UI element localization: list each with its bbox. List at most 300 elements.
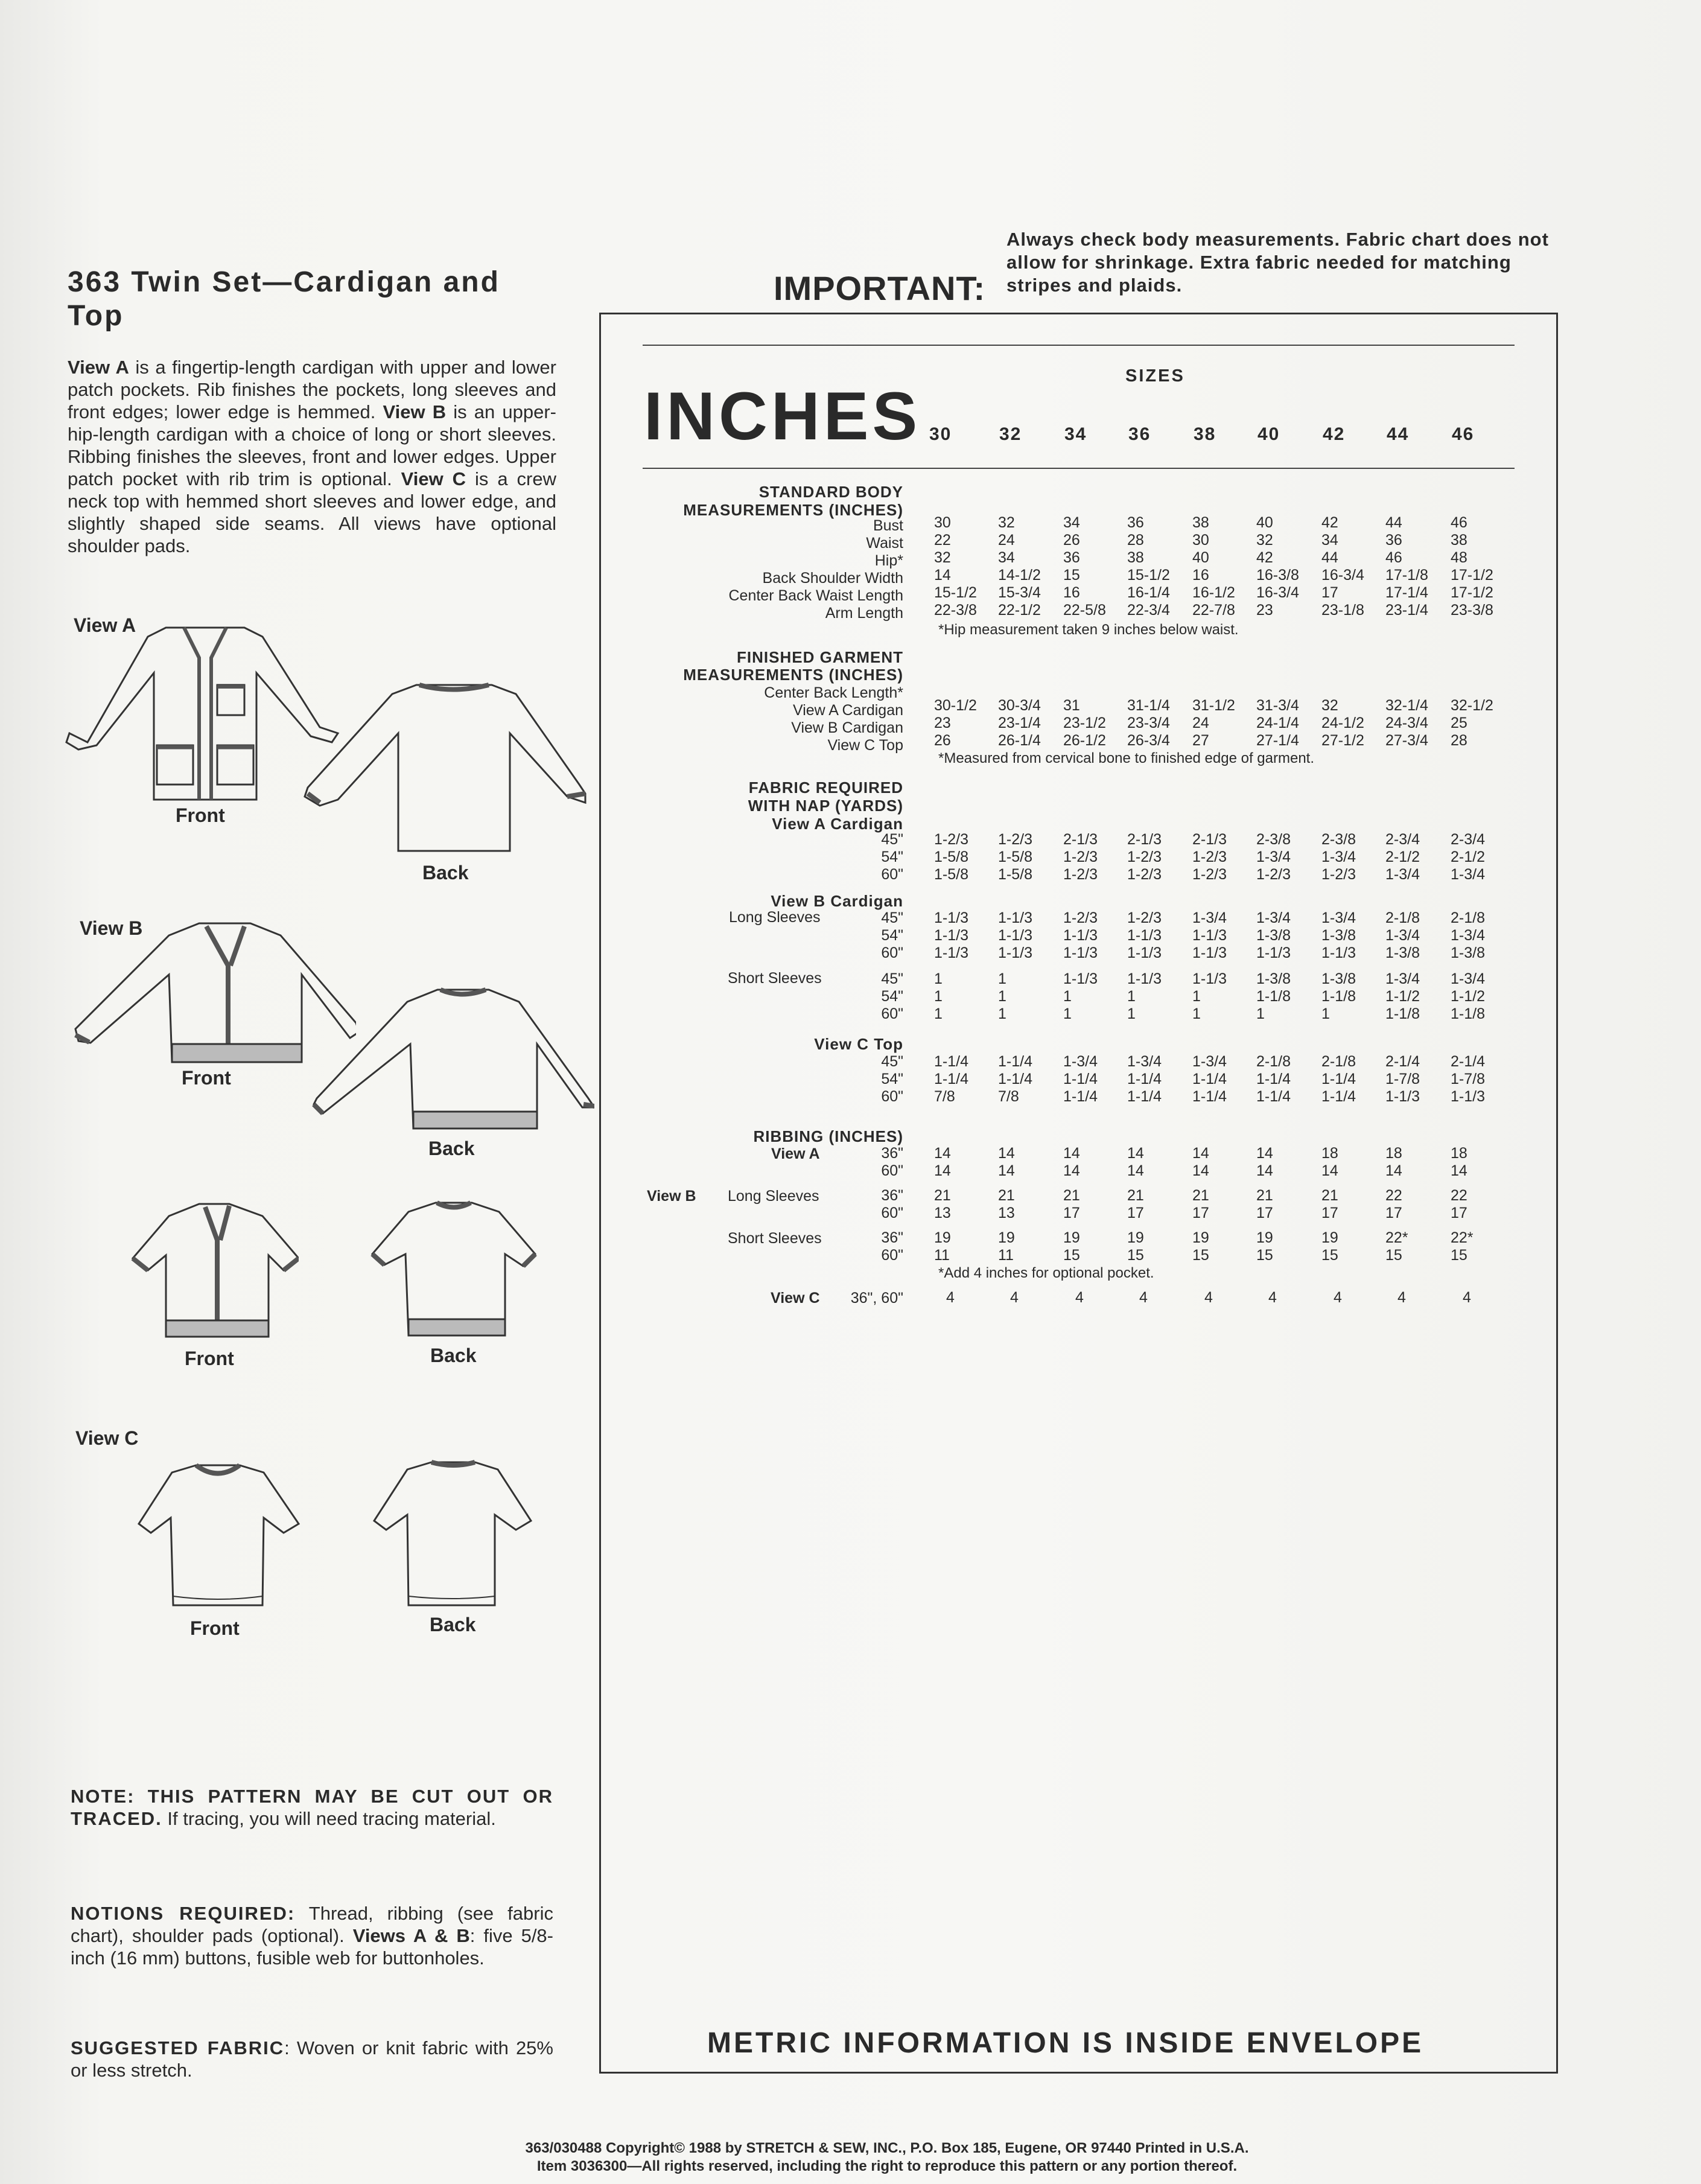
fabric-b-short-width: 45" xyxy=(881,970,903,987)
body-row-cell: 30 xyxy=(1192,532,1209,549)
rib-c-cell: 4 xyxy=(1139,1289,1148,1306)
fabric-b-long-cell: 1-1/3 xyxy=(1127,944,1162,961)
notions-text2: : five 5/8-inch (16 mm) buttons, fusible web for buttonholes. xyxy=(71,1925,553,1969)
fabric-c-cell: 2-1/4 xyxy=(1385,1053,1420,1070)
size-header-32: 32 xyxy=(999,424,1022,444)
body-row-cell: 34 xyxy=(1063,514,1080,531)
fabric-c-cell: 1-1/4 xyxy=(934,1053,968,1070)
fabric-b-short-cell: 1-1/2 xyxy=(1451,988,1485,1005)
rib-b-long-cell: 21 xyxy=(1321,1187,1338,1204)
view-b-short-front-label: Front xyxy=(185,1348,234,1369)
rib-a-cell: 14 xyxy=(1385,1162,1402,1179)
sizes-label: SIZES xyxy=(1125,366,1185,386)
finished-row-cell: 31-1/4 xyxy=(1127,697,1170,714)
fabric-b-long-cell: 2-1/8 xyxy=(1451,909,1485,926)
finished-row-cell: 23-1/4 xyxy=(998,715,1041,731)
fabric-b-long-cell: 1-1/3 xyxy=(934,909,968,926)
fabric-b-long-cell: 1-3/8 xyxy=(1256,927,1291,944)
notions-views: Views A & B xyxy=(352,1925,470,1946)
fabric-c-cell: 1-1/4 xyxy=(1256,1071,1291,1087)
rib-b-long-cell: 21 xyxy=(1063,1187,1080,1204)
note-label: NOTE: xyxy=(71,1786,135,1807)
fabric-b-short-cell: 1 xyxy=(1063,1005,1072,1022)
size-header-42: 42 xyxy=(1323,424,1346,444)
fabric-b-long-cell: 1-1/3 xyxy=(934,927,968,944)
rib-b-long-cell: 21 xyxy=(998,1187,1015,1204)
rib-b-long-cell: 17 xyxy=(1192,1205,1209,1221)
fabric-c-cell: 1-7/8 xyxy=(1451,1071,1485,1087)
fabric-a-cell: 2-3/8 xyxy=(1321,831,1356,848)
fabric-a-cell: 1-2/3 xyxy=(1063,848,1098,865)
finished-row-cell: 31-1/2 xyxy=(1192,697,1235,714)
body-row-cell: 38 xyxy=(1451,532,1467,549)
suggested-fabric xyxy=(71,2037,553,2081)
rib-b-short-cell: 11 xyxy=(998,1247,1014,1264)
size-header-44: 44 xyxy=(1387,424,1410,444)
fabric-b-short-width: 60" xyxy=(881,1005,903,1022)
cervical-footnote: *Measured from cervical bone to finished edge of garment. xyxy=(938,750,1315,766)
fabric-b-long-cell: 1-2/3 xyxy=(1127,909,1162,926)
fabric-a-cell: 1-2/3 xyxy=(1256,866,1291,883)
fabric-view-a-label: View A Cardigan xyxy=(772,815,903,833)
fabric-b-long-label: Long Sleeves xyxy=(729,909,821,926)
fabric-b-long-cell: 1-1/3 xyxy=(1063,944,1098,961)
finished-row-cell: 27-3/4 xyxy=(1385,732,1428,749)
body-row-cell: 42 xyxy=(1321,514,1338,531)
rib-b-long-cell: 22 xyxy=(1385,1187,1402,1204)
body-row-cell: 23 xyxy=(1256,602,1273,619)
important-text: Always check body measurements. Fabric chart does not allow for shrinkage. Extra fabric needed for matching stripes and plaids. xyxy=(1006,229,1549,296)
body-row-cell: 14 xyxy=(934,567,951,584)
fabric-a-cell: 1-3/4 xyxy=(1321,848,1356,865)
rib-view-a-label: View A xyxy=(771,1145,820,1162)
fabric-b-long-cell: 1-3/4 xyxy=(1192,909,1227,926)
rib-c-cell: 4 xyxy=(1397,1289,1406,1306)
rib-b-short-cell: 22* xyxy=(1385,1229,1408,1246)
finished-row-label: View A Cardigan xyxy=(793,702,903,719)
fabric-a-width: 60" xyxy=(881,866,903,883)
size-header-30: 30 xyxy=(929,424,952,444)
fabric-c-width: 54" xyxy=(881,1071,903,1087)
view-c-front-label: Front xyxy=(190,1617,240,1639)
finished-row-cell: 25 xyxy=(1451,715,1467,731)
body-row-cell: 16-3/4 xyxy=(1321,567,1364,584)
rib-b-short-cell: 19 xyxy=(1256,1229,1273,1246)
notions-text: Thread, ribbing (see fabric chart), shoulder pads (optional). xyxy=(71,1903,553,1946)
rib-view-b-label: View B xyxy=(647,1188,696,1205)
fabric-c-cell: 1-1/3 xyxy=(1385,1088,1420,1105)
rib-b-short-cell: 15 xyxy=(1451,1247,1467,1264)
fabric-c-cell: 1-3/4 xyxy=(1063,1053,1098,1070)
fabric-b-short-cell: 1 xyxy=(1192,988,1201,1005)
body-row-cell: 44 xyxy=(1385,514,1402,531)
standard-body-title-1: STANDARD BODY xyxy=(758,483,903,501)
body-row-cell: 16 xyxy=(1192,567,1209,584)
fabric-b-long-width: 45" xyxy=(881,909,903,926)
rib-a-cell: 14 xyxy=(1063,1145,1080,1162)
body-row-cell: 16 xyxy=(1063,584,1080,601)
body-row-cell: 24 xyxy=(998,532,1015,549)
body-row-label: Hip* xyxy=(874,552,903,569)
body-row-cell: 42 xyxy=(1256,549,1273,566)
fabric-b-short-cell: 1 xyxy=(1192,1005,1201,1022)
fabric-a-cell: 1-2/3 xyxy=(998,831,1032,848)
rib-a-cell: 18 xyxy=(1451,1145,1467,1162)
finished-row-cell: 31 xyxy=(1063,697,1080,714)
fabric-c-cell: 1-1/4 xyxy=(1127,1088,1162,1105)
rib-c-cell: 4 xyxy=(1075,1289,1084,1306)
body-row-label: Arm Length xyxy=(825,605,903,622)
body-row-cell: 30 xyxy=(934,514,951,531)
rib-a-cell: 14 xyxy=(1192,1145,1209,1162)
fabric-a-cell: 1-2/3 xyxy=(1063,866,1098,883)
note-bold: THIS PATTERN MAY BE CUT OUT OR TRACED. xyxy=(71,1786,553,1829)
fabric-b-short-cell: 1-1/3 xyxy=(1127,970,1162,987)
body-row-cell: 28 xyxy=(1127,532,1144,549)
fabric-b-long-cell: 1-1/3 xyxy=(998,944,1032,961)
rib-b-short-cell: 15 xyxy=(1192,1247,1209,1264)
rib-b-short-cell: 19 xyxy=(1321,1229,1338,1246)
rib-b-long-cell: 17 xyxy=(1063,1205,1080,1221)
finished-row-cell: 24-1/2 xyxy=(1321,715,1364,731)
rib-b-short-cell: 15 xyxy=(1063,1247,1080,1264)
desc-view-c-label: View C xyxy=(401,468,466,489)
fabric-b-short-cell: 1-3/8 xyxy=(1256,970,1291,987)
fabric-b-short-cell: 1 xyxy=(934,1005,943,1022)
rib-view-c-label: View C xyxy=(771,1290,820,1307)
fabric-view-b-label: View B Cardigan xyxy=(771,892,903,910)
fabric-a-cell: 2-1/2 xyxy=(1385,848,1420,865)
rib-b-short-label: Short Sleeves xyxy=(728,1230,822,1247)
rib-b-short-cell: 15 xyxy=(1127,1247,1144,1264)
rib-c-cell: 4 xyxy=(1268,1289,1277,1306)
body-row-cell: 34 xyxy=(1321,532,1338,549)
body-row-cell: 16-1/4 xyxy=(1127,584,1170,601)
body-row-cell: 22-5/8 xyxy=(1063,602,1106,619)
body-row-cell: 16-1/2 xyxy=(1192,584,1235,601)
chart-top-rule xyxy=(643,345,1515,346)
rib-b-long-cell: 17 xyxy=(1385,1205,1402,1221)
fabric-b-short-cell: 1 xyxy=(998,1005,1006,1022)
rib-b-long-cell: 17 xyxy=(1321,1205,1338,1221)
body-row-cell: 17-1/2 xyxy=(1451,567,1493,584)
body-row-cell: 34 xyxy=(998,549,1015,566)
finished-row-cell: 26-3/4 xyxy=(1127,732,1170,749)
fabric-b-short-cell: 1 xyxy=(998,988,1006,1005)
rib-a-cell: 14 xyxy=(1063,1162,1080,1179)
fabric-a-cell: 1-5/8 xyxy=(998,848,1032,865)
rib-a-cell: 14 xyxy=(1127,1145,1144,1162)
finished-row-cell: 28 xyxy=(1451,732,1467,749)
finished-row-label: View B Cardigan xyxy=(791,719,903,736)
finished-row-cell: 23-1/2 xyxy=(1063,715,1106,731)
fabric-c-cell: 1-1/4 xyxy=(1192,1088,1227,1105)
fabric-b-long-cell: 1-3/4 xyxy=(1451,927,1485,944)
fabric-c-width: 60" xyxy=(881,1088,903,1105)
body-row-cell: 16-3/8 xyxy=(1256,567,1299,584)
body-row-cell: 22-7/8 xyxy=(1192,602,1235,619)
fabric-c-cell: 1-1/4 xyxy=(934,1071,968,1087)
rib-b-long-width: 60" xyxy=(881,1205,903,1221)
rib-b-short-cell: 11 xyxy=(934,1247,950,1264)
body-row-cell: 36 xyxy=(1063,549,1080,566)
fabric-b-long-cell: 1-2/3 xyxy=(1063,909,1098,926)
view-b-short-back-label: Back xyxy=(430,1345,477,1366)
fabric-a-width: 45" xyxy=(881,831,903,848)
rib-c-cell: 4 xyxy=(946,1289,955,1306)
standard-body-title-2: MEASUREMENTS (INCHES) xyxy=(683,501,903,519)
fabric-a-cell: 1-2/3 xyxy=(1127,848,1162,865)
rib-b-short-cell: 19 xyxy=(934,1229,951,1246)
fabric-b-short-cell: 1-3/8 xyxy=(1321,970,1356,987)
fabric-c-cell: 2-1/8 xyxy=(1321,1053,1356,1070)
rib-b-long-cell: 21 xyxy=(1192,1187,1209,1204)
fabric-b-short-cell: 1-1/2 xyxy=(1385,988,1420,1005)
fabric-a-cell: 1-2/3 xyxy=(1321,866,1356,883)
fabric-b-long-cell: 1-1/3 xyxy=(998,927,1032,944)
note-cut-or-traced xyxy=(71,1785,553,1830)
rib-a-cell: 18 xyxy=(1321,1145,1338,1162)
fabric-b-long-cell: 2-1/8 xyxy=(1385,909,1420,926)
body-row-cell: 46 xyxy=(1451,514,1467,531)
view-a-front-drawing xyxy=(63,622,341,809)
fabric-b-long-cell: 1-1/3 xyxy=(1192,944,1227,961)
rib-b-long-cell: 21 xyxy=(934,1187,951,1204)
rib-c-width: 36", 60" xyxy=(850,1290,903,1307)
fabric-b-short-cell: 1 xyxy=(1063,988,1072,1005)
body-row-cell: 16-3/4 xyxy=(1256,584,1299,601)
finished-row-cell: 27-1/4 xyxy=(1256,732,1299,749)
body-row-cell: 17-1/4 xyxy=(1385,584,1428,601)
body-row-cell: 17-1/8 xyxy=(1385,567,1428,584)
fabric-c-cell: 1-1/4 xyxy=(1127,1071,1162,1087)
fabric-b-short-cell: 1 xyxy=(934,988,943,1005)
metric-info-note: METRIC INFORMATION IS INSIDE ENVELOPE xyxy=(707,2027,1424,2059)
fabric-b-long-cell: 1-3/8 xyxy=(1321,927,1356,944)
body-row-cell: 48 xyxy=(1451,549,1467,566)
body-row-cell: 22-3/8 xyxy=(934,602,977,619)
view-b-long-back-drawing xyxy=(311,987,594,1132)
fabric-b-short-cell: 1-1/3 xyxy=(1192,970,1227,987)
fabric-c-cell: 1-7/8 xyxy=(1385,1071,1420,1087)
fabric-b-short-cell: 1 xyxy=(1127,988,1136,1005)
fabric-b-short-cell: 1 xyxy=(998,970,1006,987)
size-header-36: 36 xyxy=(1128,424,1151,444)
body-row-cell: 38 xyxy=(1192,514,1209,531)
fabric-title-2: WITH NAP (YARDS) xyxy=(748,797,903,815)
rib-b-short-cell: 15 xyxy=(1256,1247,1273,1264)
fabric-b-long-cell: 1-3/8 xyxy=(1451,944,1485,961)
body-row-cell: 40 xyxy=(1256,514,1273,531)
fabric-a-cell: 1-3/4 xyxy=(1451,866,1485,883)
rib-b-short-cell: 19 xyxy=(1063,1229,1080,1246)
view-c-back-drawing xyxy=(371,1457,537,1608)
finished-row-cell: 27-1/2 xyxy=(1321,732,1364,749)
desc-view-a-label: View A xyxy=(68,357,129,378)
copyright-notice xyxy=(374,2139,1400,2176)
fabric-a-cell: 1-5/8 xyxy=(934,866,968,883)
body-row-cell: 23-3/8 xyxy=(1451,602,1493,619)
pocket-footnote: *Add 4 inches for optional pocket. xyxy=(938,1265,1154,1281)
body-row-cell: 36 xyxy=(1385,532,1402,549)
fabric-a-cell: 2-3/8 xyxy=(1256,831,1291,848)
fabric-b-long-width: 54" xyxy=(881,927,903,944)
finished-row-cell: 23-3/4 xyxy=(1127,715,1170,731)
view-b-short-front-drawing xyxy=(130,1201,299,1340)
rib-a-cell: 14 xyxy=(1451,1162,1467,1179)
rib-b-long-cell: 13 xyxy=(934,1205,951,1221)
fabric-a-cell: 2-1/3 xyxy=(1192,831,1227,848)
body-row-cell: 32 xyxy=(998,514,1015,531)
rib-c-cell: 4 xyxy=(1010,1289,1019,1306)
fabric-b-short-cell: 1-1/8 xyxy=(1451,1005,1485,1022)
fabric-a-cell: 2-1/3 xyxy=(1063,831,1098,848)
pattern-description-column xyxy=(68,266,556,557)
finished-row-cell: 27 xyxy=(1192,732,1209,749)
ribbing-title: RIBBING (INCHES) xyxy=(753,1127,903,1145)
fabric-b-long-cell: 1-3/4 xyxy=(1256,909,1291,926)
view-c-label: View C xyxy=(75,1427,139,1449)
size-header-40: 40 xyxy=(1257,424,1280,444)
view-b-short-back-drawing xyxy=(369,1200,538,1339)
fabric-b-short-cell: 1-1/8 xyxy=(1321,988,1356,1005)
desc-view-a-text: is a fingertip-length cardigan with upper and lower patch pockets. Rib finishes the pockets, long sleeves and front edges; lower edge is hemmed. xyxy=(68,357,556,422)
body-row-label: Back Shoulder Width xyxy=(762,570,903,587)
body-row-cell: 36 xyxy=(1127,514,1144,531)
fabric-c-cell: 1-3/4 xyxy=(1127,1053,1162,1070)
fabric-a-cell: 2-3/4 xyxy=(1385,831,1420,848)
fabric-b-long-cell: 1-1/3 xyxy=(998,909,1032,926)
fabric-b-short-cell: 1-3/4 xyxy=(1451,970,1485,987)
finished-row-cell: 31-3/4 xyxy=(1256,697,1299,714)
fabric-b-long-cell: 1-1/3 xyxy=(934,944,968,961)
finished-row-cell: 32 xyxy=(1321,697,1338,714)
body-row-cell: 22-1/2 xyxy=(998,602,1041,619)
inches-heading: INCHES xyxy=(644,378,921,454)
fabric-b-short-cell: 1 xyxy=(934,970,943,987)
fabric-c-cell: 7/8 xyxy=(998,1088,1019,1105)
finished-row-cell: 30-3/4 xyxy=(998,697,1041,714)
chart-header-rule xyxy=(643,468,1515,469)
rib-b-long-cell: 17 xyxy=(1256,1205,1273,1221)
fabric-b-short-cell: 1-3/4 xyxy=(1385,970,1420,987)
fabric-a-width: 54" xyxy=(881,848,903,865)
view-c-back-label: Back xyxy=(430,1614,476,1635)
fabric-a-cell: 1-3/4 xyxy=(1256,848,1291,865)
fabric-label: SUGGESTED FABRIC xyxy=(71,2037,285,2058)
rib-b-long-cell: 21 xyxy=(1127,1187,1144,1204)
body-row-cell: 40 xyxy=(1192,549,1209,566)
fabric-c-cell: 1-1/4 xyxy=(1321,1088,1356,1105)
fabric-b-short-cell: 1 xyxy=(1127,1005,1136,1022)
size-header-34: 34 xyxy=(1064,424,1087,444)
desc-view-b-label: View B xyxy=(383,401,447,422)
finished-row-cell: 32-1/2 xyxy=(1451,697,1493,714)
fabric-b-short-label: Short Sleeves xyxy=(728,970,822,987)
fabric-c-cell: 7/8 xyxy=(934,1088,955,1105)
fabric-a-cell: 2-1/2 xyxy=(1451,848,1485,865)
rib-b-long-cell: 17 xyxy=(1451,1205,1467,1221)
rib-a-cell: 14 xyxy=(934,1145,951,1162)
fabric-a-cell: 2-1/3 xyxy=(1127,831,1162,848)
fabric-a-cell: 1-2/3 xyxy=(1127,866,1162,883)
finished-row-cell: 32-1/4 xyxy=(1385,697,1428,714)
notions-required xyxy=(71,1902,553,1969)
finished-row-cell: 26 xyxy=(934,732,951,749)
fabric-b-long-width: 60" xyxy=(881,944,903,961)
finished-row-cell: 30-1/2 xyxy=(934,697,977,714)
body-row-cell: 44 xyxy=(1321,549,1338,566)
rib-b-long-cell: 21 xyxy=(1256,1187,1273,1204)
view-a-label: View A xyxy=(74,614,136,636)
fabric-b-short-cell: 1-1/8 xyxy=(1385,1005,1420,1022)
rib-a-cell: 14 xyxy=(1321,1162,1338,1179)
view-a-back-drawing xyxy=(302,676,591,857)
note-text: If tracing, you will need tracing material. xyxy=(162,1808,496,1829)
rib-a-cell: 14 xyxy=(934,1162,951,1179)
rib-b-short-cell: 19 xyxy=(1192,1229,1209,1246)
finished-title-2: MEASUREMENTS (INCHES) xyxy=(683,666,903,684)
body-row-cell: 15-1/2 xyxy=(1127,567,1170,584)
finished-sub: Center Back Length* xyxy=(764,684,903,701)
rib-a-cell: 14 xyxy=(1127,1162,1144,1179)
fabric-b-long-cell: 1-3/4 xyxy=(1321,909,1356,926)
finished-row-cell: 23 xyxy=(934,715,951,731)
body-row-cell: 15 xyxy=(1063,567,1080,584)
body-row-cell: 22 xyxy=(934,532,951,549)
rib-a-cell: 14 xyxy=(1192,1162,1209,1179)
fabric-a-cell: 2-3/4 xyxy=(1451,831,1485,848)
fabric-b-long-cell: 1-1/3 xyxy=(1256,944,1291,961)
view-b-long-front-label: Front xyxy=(182,1067,231,1089)
finished-row-cell: 24-1/4 xyxy=(1256,715,1299,731)
fabric-b-short-cell: 1 xyxy=(1256,1005,1265,1022)
view-b-label: View B xyxy=(80,917,143,939)
body-row-cell: 32 xyxy=(1256,532,1273,549)
body-row-cell: 23-1/4 xyxy=(1385,602,1428,619)
fabric-c-cell: 1-1/4 xyxy=(1063,1071,1098,1087)
fabric-text: : Woven or knit fabric with 25% or less stretch. xyxy=(71,2037,553,2081)
fabric-b-short-cell: 1-1/8 xyxy=(1256,988,1291,1005)
fabric-b-long-cell: 1-1/3 xyxy=(1127,927,1162,944)
fabric-a-cell: 1-2/3 xyxy=(1192,866,1227,883)
rib-b-long-cell: 13 xyxy=(998,1205,1015,1221)
fabric-c-cell: 1-1/4 xyxy=(1192,1071,1227,1087)
finished-row-cell: 26-1/4 xyxy=(998,732,1041,749)
rib-b-short-cell: 15 xyxy=(1321,1247,1338,1264)
view-a-back-label: Back xyxy=(422,862,469,883)
rib-b-long-cell: 22 xyxy=(1451,1187,1467,1204)
body-row-cell: 26 xyxy=(1063,532,1080,549)
finished-row-cell: 24 xyxy=(1192,715,1209,731)
rib-b-long-label: Long Sleeves xyxy=(728,1188,819,1205)
rib-a-cell: 18 xyxy=(1385,1145,1402,1162)
fabric-c-cell: 1-1/4 xyxy=(998,1053,1032,1070)
body-row-cell: 38 xyxy=(1127,549,1144,566)
fabric-a-cell: 1-2/3 xyxy=(1192,848,1227,865)
body-row-cell: 17 xyxy=(1321,584,1338,601)
rib-a-cell: 14 xyxy=(1256,1145,1273,1162)
fabric-c-cell: 1-1/3 xyxy=(1451,1088,1485,1105)
fabric-c-cell: 1-1/4 xyxy=(1256,1088,1291,1105)
rib-c-cell: 4 xyxy=(1463,1289,1471,1306)
rib-b-short-cell: 19 xyxy=(1127,1229,1144,1246)
fabric-b-long-cell: 1-1/3 xyxy=(1063,927,1098,944)
fabric-c-width: 45" xyxy=(881,1053,903,1070)
hip-footnote: *Hip measurement taken 9 inches below waist. xyxy=(938,622,1239,638)
desc-view-b-text: is an upper-hip-length cardigan with a choice of long or short sleeves. Ribbing finishes the sleeves, front and lower edges. Upper patch pocket with rib trim is optional. xyxy=(68,401,556,489)
body-row-label: Bust xyxy=(873,517,903,534)
